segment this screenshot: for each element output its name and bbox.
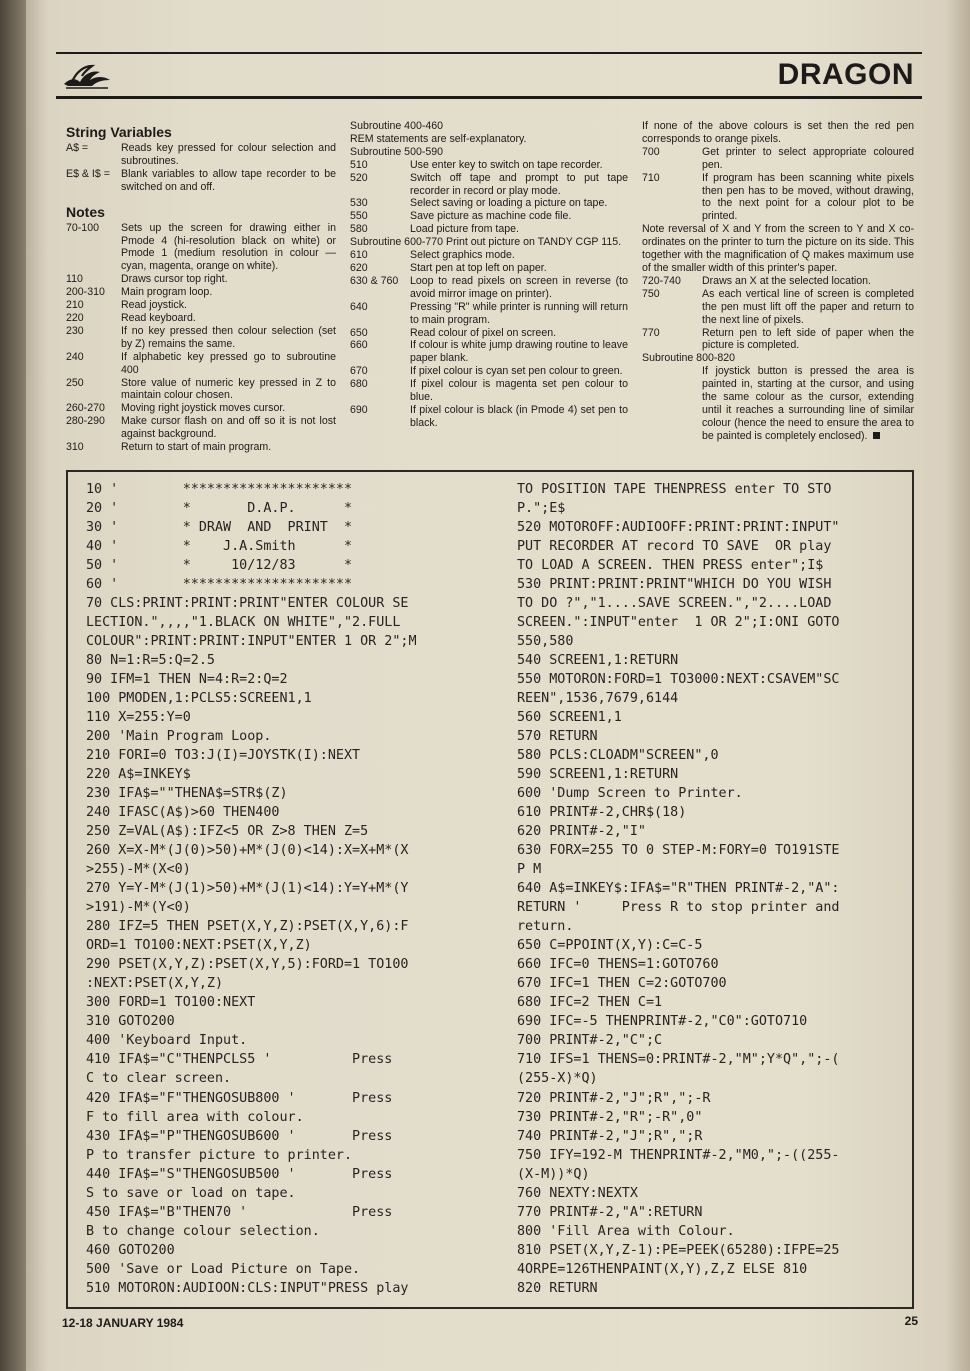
code-line: 60 ' *********************: [86, 577, 353, 593]
code-line: 520 MOTOROFF:AUDIOOFF:PRINT:PRINT:INPUT": [517, 520, 840, 536]
line-note: [350, 197, 628, 210]
code-line: 250 Z=VAL(A$):IFZ<5 OR Z>8 THEN Z=5: [86, 824, 369, 840]
line-note: [642, 172, 914, 224]
line-note-text: Get printer to select appropriate coloured pen.: [702, 145, 914, 171]
code-line: 200 'Main Program Loop.: [86, 729, 272, 745]
line-note: [350, 339, 628, 365]
code-line: SCREEN.":INPUT"enter 1 OR 2";I:ONI GOTO: [517, 615, 840, 631]
line-note: [350, 404, 628, 430]
code-line: 680 IFC=2 THEN C=1: [517, 995, 663, 1011]
listing-right-column: [517, 480, 909, 1298]
code-line: 210 FORI=0 TO3:J(I)=JOYSTK(I):NEXT: [86, 748, 361, 764]
string-variable: [66, 142, 336, 168]
line-note-text: If pixel colour is cyan set pen colour to green.: [410, 365, 623, 378]
notes-heading: Notes: [66, 203, 105, 220]
code-line: 70 CLS:PRINT:PRINT:PRINT"ENTER COLOUR SE: [86, 596, 409, 612]
string-variable-key: A$ =: [66, 142, 89, 154]
note-item: [66, 299, 336, 312]
line-note-text: If pixel colour is magenta set pen colour to blue.: [410, 378, 628, 404]
note-item: [66, 325, 336, 351]
code-line: 430 IFA$="P"THENGOSUB600 ' Press: [86, 1128, 393, 1144]
dragon-logo-icon: [62, 60, 112, 90]
note-item-key: 310: [66, 441, 84, 454]
subroutine-600-list: [350, 249, 628, 430]
code-line: 630 FORX=255 TO 0 STEP-M:FORY=0 TO191STE: [517, 843, 840, 859]
code-line: 590 SCREEN1,1:RETURN: [517, 767, 679, 783]
code-line: P.";E$: [517, 501, 566, 517]
note-item: [66, 273, 336, 286]
code-line: 540 SCREEN1,1:RETURN: [517, 653, 679, 669]
line-note-text: Switch off tape and prompt to put tape recorder in record or play mode.: [410, 171, 628, 197]
line-note-key: 680: [350, 378, 368, 391]
line-note-text: Read colour of pixel on screen.: [410, 326, 557, 339]
line-note: [350, 365, 628, 378]
note-item-text: Store value of numeric key pressed in Z to maintain colour chosen.: [121, 376, 336, 402]
line-note-text: Select saving or loading a picture on tape.: [410, 197, 608, 210]
code-line: 650 C=PPOINT(X,Y):C=C-5: [517, 938, 703, 954]
code-line: 740 PRINT#-2,"J";R",";R: [517, 1128, 703, 1144]
code-line: 800 'Fill Area with Colour.: [517, 1223, 735, 1239]
note-item: [66, 351, 336, 377]
code-line: 80 N=1:R=5:Q=2.5: [86, 653, 215, 669]
line-note-key: 710: [642, 171, 660, 184]
code-line: P M: [517, 862, 542, 878]
code-line: 610 PRINT#-2,CHR$(18): [517, 805, 687, 821]
line-note-text: Load picture from tape.: [410, 223, 519, 236]
header-rule-bottom: [56, 96, 922, 99]
line-note: [642, 327, 914, 353]
code-line: 580 PCLS:CLOADM"SCREEN",0: [517, 748, 719, 764]
line-note-text: If pixel colour is black (in Pmode 4) set pen to black.: [410, 403, 628, 429]
line-note-key: 580: [350, 223, 368, 236]
code-line: 4ORPE=126THENPAINT(X,Y),Z,Z ELSE 810: [517, 1261, 808, 1277]
code-line: >255)-M*(X<0): [86, 862, 191, 878]
code-line: TO DO ?","1....SAVE SCREEN.","2....LOAD: [517, 596, 832, 612]
line-note-text: Return pen to left side of paper when the picture is completed.: [702, 326, 914, 352]
line-note-key: 700: [642, 145, 660, 158]
line-note-key: 620: [350, 261, 368, 274]
code-line: 40 ' * J.A.Smith *: [86, 539, 353, 555]
line-note-key: 650: [350, 326, 368, 339]
line-note: [642, 275, 914, 288]
code-line: 420 IFA$="F"THENGOSUB800 ' Press: [86, 1090, 393, 1106]
code-line: 550,580: [517, 634, 574, 650]
code-line: >191)-M*(Y<0): [86, 900, 191, 916]
code-line: (X-M))*Q): [517, 1166, 590, 1182]
note-item-text: Sets up the screen for drawing either in Pmode 4 (hi-resolution black on white) or Pmode 1 (medium resolution in colour — cyan, magenta, orange on white).: [121, 221, 336, 273]
line-note-key: 510: [350, 158, 368, 171]
note-item-key: 200-310: [66, 286, 105, 299]
note-item-key: 230: [66, 324, 84, 337]
line-note-key: 640: [350, 300, 368, 313]
page-spine-shadow: [0, 0, 26, 1371]
string-variable: [66, 168, 336, 194]
subroutine-500-heading: Subroutine 500-590: [350, 145, 444, 158]
code-line: 100 PMODEN,1:PCLS5:SCREEN1,1: [86, 691, 312, 707]
code-line: :NEXT:PSET(X,Y,Z): [86, 976, 224, 992]
line-note-key: 660: [350, 339, 368, 352]
line-note: [350, 378, 628, 404]
code-line: 110 X=255:Y=0: [86, 710, 191, 726]
subroutine-800-text: If joystick button is pressed the area is painted in, starting at the cursor, and using the same colour as the cursor, extending until it reaches a surrounding line of similar colour (hence the need to ensure the area to be painted is completely enclosed).: [702, 365, 914, 442]
code-line: 640 A$=INKEY$:IFA$="R"THEN PRINT#-2,"A":: [517, 881, 840, 897]
string-variables-list: [66, 142, 336, 194]
code-line: 260 X=X-M*(J(0)>50)+M*(J(0)<14):X=X+M*(X: [86, 843, 409, 859]
note-item-key: 110: [66, 273, 83, 286]
subroutine-600-heading: Subroutine 600-770 Print out picture on TANDY CGP 115.: [350, 236, 622, 249]
subroutine-500-list: [350, 159, 628, 236]
note-item-text: Draws cursor top right.: [121, 273, 228, 286]
code-line: 820 RETURN: [517, 1280, 598, 1296]
line-note: [350, 249, 628, 262]
code-line: 310 GOTO200: [86, 1014, 175, 1030]
note-item: [66, 312, 336, 325]
code-line: ORD=1 TO100:NEXT:PSET(X,Y,Z): [86, 938, 312, 954]
subroutine-400-heading: Subroutine 400-460: [350, 120, 444, 132]
line-note-key: 520: [350, 171, 368, 184]
line-note-text: Save picture as machine code file.: [410, 210, 572, 223]
code-line: 730 PRINT#-2,"R";-R",0": [517, 1109, 703, 1125]
code-line: F to fill area with colour.: [86, 1109, 304, 1125]
code-line: 410 IFA$="C"THENPCLS5 ' Press: [86, 1052, 393, 1068]
code-line: 20 ' * D.A.P. *: [86, 501, 353, 517]
note-item: [66, 441, 336, 454]
code-line: 440 IFA$="S"THENGOSUB500 ' Press: [86, 1166, 393, 1182]
code-line: 750 IFY=192-M THENPRINT#-2,"M0,";-((255-: [517, 1147, 840, 1163]
line-note: [642, 288, 914, 327]
note-item-text: If alphabetic key pressed go to subroutine 400: [121, 350, 336, 376]
note-item: [66, 222, 336, 274]
code-line: 290 PSET(X,Y,Z):PSET(X,Y,5):FORD=1 TO100: [86, 957, 409, 973]
note-item-key: 70-100: [66, 221, 99, 234]
code-line: 450 IFA$="B"THEN70 ' Press: [86, 1204, 393, 1220]
code-line: S to save or load on tape.: [86, 1185, 296, 1201]
note-item: [66, 415, 336, 441]
code-line: B to change colour selection.: [86, 1223, 320, 1239]
notes-column-2: [350, 120, 628, 430]
note-item-key: 210: [66, 299, 84, 312]
code-line: 530 PRINT:PRINT:PRINT"WHICH DO YOU WISH: [517, 577, 832, 593]
code-line: REEN",1536,7679,6144: [517, 691, 679, 707]
end-mark-icon: [873, 432, 880, 439]
line-note-text: Loop to read pixels on screen in reverse (to avoid mirror image on printer).: [410, 274, 628, 300]
code-line: 280 IFZ=5 THEN PSET(X,Y,Z):PSET(X,Y,6):F: [86, 919, 409, 935]
string-variables-heading: String Variables: [66, 124, 172, 140]
line-note-key: 610: [350, 249, 368, 262]
note-item-text: Make cursor flash on and off so it is not lost against background.: [121, 415, 336, 441]
colour-note: If none of the above colours is set then the red pen corresponds to orange pixels.: [642, 120, 914, 145]
code-line: 30 ' * DRAW AND PRINT *: [86, 520, 353, 536]
code-line: return.: [517, 919, 574, 935]
line-note: [350, 172, 628, 198]
string-variable-text: Reads key pressed for colour selection and subroutines.: [121, 142, 336, 167]
line-note: [350, 301, 628, 327]
code-line: 570 RETURN: [517, 729, 598, 745]
line-note-text: If colour is white jump drawing routine to leave paper blank.: [410, 339, 628, 365]
line-note: [350, 223, 628, 236]
code-line: 620 PRINT#-2,"I": [517, 824, 646, 840]
code-line: 270 Y=Y-M*(J(1)>50)+M*(J(1)<14):Y=Y+M*(Y: [86, 881, 409, 897]
code-line: 90 IFM=1 THEN N=4:R=2:Q=2: [86, 672, 288, 688]
note-item-text: Moving right joystick moves cursor.: [121, 402, 286, 415]
line-note-key: 720-740: [642, 274, 681, 287]
note-item: [66, 377, 336, 403]
line-note-key: 530: [350, 197, 368, 210]
rem-note: REM statements are self-explanatory.: [350, 132, 527, 145]
code-line: COLOUR":PRINT:PRINT:INPUT"ENTER 1 OR 2";M: [86, 634, 417, 650]
line-note-key: 750: [642, 287, 660, 300]
code-line: TO LOAD A SCREEN. THEN PRESS enter";I$: [517, 558, 824, 574]
code-line: 660 IFC=0 THENS=1:GOTO760: [517, 957, 719, 973]
code-line: 560 SCREEN1,1: [517, 710, 622, 726]
line-note-text: Select graphics mode.: [410, 249, 515, 262]
issue-date: 12-18 JANUARY 1984: [62, 1316, 184, 1330]
note-item-text: Main program loop.: [121, 286, 213, 299]
note-item-key: 280-290: [66, 415, 105, 428]
line-note-text: Pressing "R" while printer is running will return to main program.: [410, 300, 628, 326]
code-line: 460 GOTO200: [86, 1242, 175, 1258]
code-line: 510 MOTORON:AUDIOON:CLS:INPUT"PRESS play: [86, 1280, 409, 1296]
notes-list: [66, 222, 336, 454]
note-item-text: If no key pressed then colour selection (set by Z) remains the same.: [121, 324, 336, 350]
note-item-text: Read keyboard.: [121, 311, 196, 324]
code-line: 810 PSET(X,Y,Z-1):PE=PEEK(65280):IFPE=25: [517, 1242, 840, 1258]
note-item: [66, 402, 336, 415]
line-note-key: 630 & 760: [350, 274, 399, 287]
code-line: 690 IFC=-5 THENPRINT#-2,"C0":GOTO710: [517, 1014, 808, 1030]
printer-notes-list-a: [642, 146, 914, 223]
code-line: 600 'Dump Screen to Printer.: [517, 786, 743, 802]
code-line: 300 FORD=1 TO100:NEXT: [86, 995, 256, 1011]
code-line: 670 IFC=1 THEN C=2:GOTO700: [517, 976, 727, 992]
code-line: 500 'Save or Load Picture on Tape.: [86, 1261, 361, 1277]
code-line: 220 A$=INKEY$: [86, 767, 191, 783]
line-note-text: Use enter key to switch on tape recorder.: [410, 158, 603, 171]
listing-left-column: [86, 480, 481, 1298]
note-item-key: 250: [66, 376, 84, 389]
code-line: C to clear screen.: [86, 1071, 232, 1087]
code-line: RETURN ' Press R to stop printer and: [517, 900, 840, 916]
line-note: [350, 275, 628, 301]
code-line: 760 NEXTY:NEXTX: [517, 1185, 638, 1201]
note-item: [66, 286, 336, 299]
code-line: 400 'Keyboard Input.: [86, 1033, 248, 1049]
code-line: 710 IFS=1 THENS=0:PRINT#-2,"M";Y*Q",";-(: [517, 1052, 840, 1068]
string-variable-text: Blank variables to allow tape recorder to be switched on and off.: [121, 167, 336, 193]
code-line: 240 IFASC(A$)>60 THEN400: [86, 805, 280, 821]
subroutine-800-heading: Subroutine 800-820: [642, 352, 736, 365]
line-note-text: Start pen at top left on paper.: [410, 261, 547, 274]
string-variable-key: E$ & I$ =: [66, 167, 110, 180]
code-line: 770 PRINT#-2,"A":RETURN: [517, 1204, 703, 1220]
line-note-key: 550: [350, 210, 368, 223]
line-note: [350, 262, 628, 275]
header-rule-top: [56, 52, 922, 54]
note-item-key: 220: [66, 311, 84, 324]
note-item-key: 260-270: [66, 402, 105, 415]
line-note-key: 690: [350, 403, 368, 416]
printer-notes-list-b: [642, 275, 914, 352]
code-line: 700 PRINT#-2,"C";C: [517, 1033, 663, 1049]
code-line: TO POSITION TAPE THENPRESS enter TO STO: [517, 482, 832, 497]
line-note: [350, 327, 628, 340]
section-title: DRAGON: [777, 58, 914, 91]
line-note-text: As each vertical line of screen is completed the pen must lift off the paper and return to the next line of pixels.: [702, 287, 914, 326]
note-item-key: 240: [66, 350, 84, 363]
line-note-key: 670: [350, 365, 368, 378]
notes-column-3: [642, 120, 914, 443]
line-note: [642, 146, 914, 172]
note-item-text: Read joystick.: [121, 299, 187, 312]
line-note-text: If program has been scanning white pixels then pen has to be moved, without drawing, to the next point for a colour plot to be printed.: [702, 171, 914, 223]
code-line: (255-X)*Q): [517, 1071, 598, 1087]
line-note: [350, 159, 628, 172]
notes-column-1: [66, 120, 336, 454]
code-line: PUT RECORDER AT record TO SAVE OR play: [517, 539, 832, 555]
code-line: 230 IFA$=""THENA$=STR$(Z): [86, 786, 288, 802]
code-line: 10 ' *********************: [86, 482, 353, 497]
code-line: 50 ' * 10/12/83 *: [86, 558, 353, 574]
code-line: 720 PRINT#-2,"J";R",";-R: [517, 1090, 711, 1106]
line-note-key: 770: [642, 326, 660, 339]
code-line: P to transfer picture to printer.: [86, 1147, 353, 1163]
code-line: 550 MOTORON:FORD=1 TO3000:NEXT:CSAVEM"SC: [517, 672, 840, 688]
line-note-text: Draws an X at the selected location.: [702, 274, 872, 287]
page-number: 25: [904, 1314, 918, 1328]
reversal-note: Note reversal of X and Y from the screen to Y and X co-ordinates on the printer to turn the picture on its side. This together with the magnification of Q makes maximum use of the smaller width of this printer's paper.: [642, 223, 914, 274]
code-line: LECTION.",,,,"1.BLACK ON WHITE","2.FULL: [86, 615, 401, 631]
line-note: [350, 210, 628, 223]
note-item-text: Return to start of main program.: [121, 441, 272, 454]
